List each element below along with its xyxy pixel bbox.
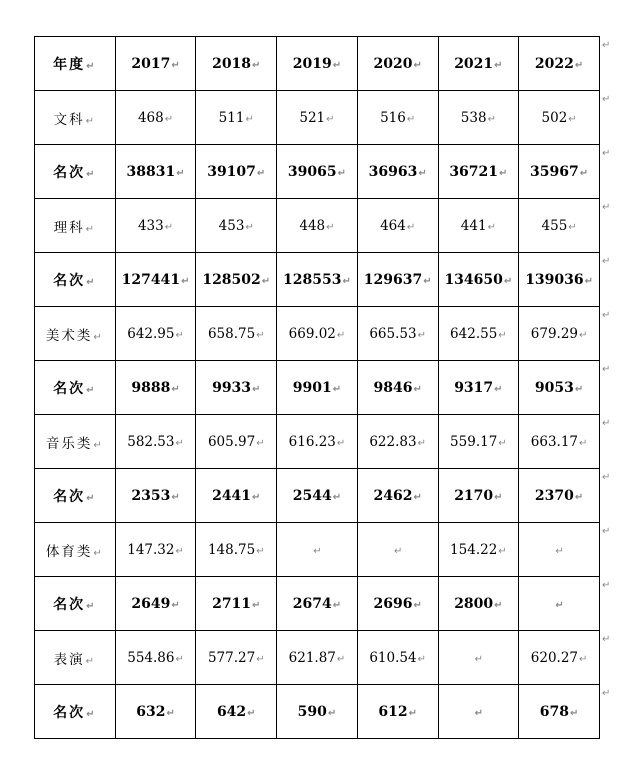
- table-cell-text: 39107: [207, 163, 256, 180]
- table-cell-text: 622.83: [369, 433, 417, 450]
- table-cell: [438, 361, 519, 415]
- row-end-mark: ↵: [602, 526, 611, 537]
- table-cell-text: 139036: [525, 271, 584, 288]
- table-cell: [357, 469, 438, 523]
- table-cell: [519, 685, 600, 739]
- cell-end-mark: ↵: [332, 383, 342, 395]
- row-label-cell: [35, 253, 116, 307]
- cell-end-mark: ↵: [245, 221, 254, 233]
- table-cell-text: 554.86: [127, 649, 175, 666]
- row-end-mark: ↵: [602, 688, 611, 699]
- year-header-cell-text: 2021: [454, 55, 494, 72]
- table-cell: [277, 91, 358, 145]
- table-cell-text: 538: [460, 109, 487, 126]
- table-cell-text: 679.29: [530, 325, 579, 342]
- cell-end-mark: ↵: [93, 547, 104, 559]
- table-cell: [519, 91, 600, 145]
- table-cell-text: 2353: [131, 487, 171, 504]
- table-cell: [277, 307, 358, 361]
- cell-end-mark: ↵: [175, 437, 184, 449]
- table-cell: [277, 145, 358, 199]
- table-cell: [277, 253, 358, 307]
- cell-end-mark: ↵: [256, 167, 266, 179]
- table-cell-text: 127441: [121, 271, 181, 288]
- cell-end-mark: ↵: [336, 437, 346, 449]
- table-cell: [438, 253, 519, 307]
- cell-end-mark: ↵: [499, 167, 508, 179]
- row-label-cell: [35, 361, 116, 415]
- table-cell-text: 128553: [283, 271, 342, 288]
- table-cell: [357, 685, 438, 739]
- cell-end-mark: ↵: [494, 59, 503, 71]
- table-cell-text: 2170: [454, 487, 494, 504]
- cell-end-mark: ↵: [487, 221, 496, 233]
- cell-end-mark: ↵: [413, 59, 422, 71]
- year-header-cell-text: 2022: [534, 55, 574, 72]
- row-label-cell-text: 体育类: [45, 543, 93, 560]
- table-cell-text: 2696: [373, 595, 413, 612]
- score-row: [35, 631, 600, 685]
- row-end-mark: ↵: [602, 256, 611, 267]
- table-cell-text: 511: [218, 109, 245, 126]
- table-cell: [438, 631, 519, 685]
- table-cell: [519, 145, 600, 199]
- table-cell-text: 147.32: [127, 541, 175, 558]
- cell-end-mark: ↵: [413, 491, 422, 503]
- table-cell: [196, 91, 277, 145]
- cell-end-mark: ↵: [86, 708, 97, 720]
- table-cell-text: 35967: [530, 163, 579, 180]
- table-cell: [277, 631, 358, 685]
- rank-row: [35, 469, 600, 523]
- cell-end-mark: ↵: [417, 329, 426, 341]
- cell-end-mark: ↵: [487, 113, 496, 125]
- cell-end-mark: ↵: [171, 491, 180, 503]
- cell-end-mark: ↵: [332, 59, 342, 71]
- row-label-cell: [35, 199, 116, 253]
- table-cell: [277, 577, 358, 631]
- year-header-cell: [115, 37, 196, 91]
- table-cell: [277, 523, 358, 577]
- cell-end-mark: ↵: [86, 384, 97, 396]
- row-end-mark: ↵: [602, 94, 611, 105]
- table-cell: [519, 577, 600, 631]
- cell-end-mark: ↵: [93, 439, 104, 451]
- table-cell: [438, 685, 519, 739]
- table-cell: [438, 469, 519, 523]
- table-cell: [115, 469, 196, 523]
- cell-end-mark: ↵: [579, 329, 588, 341]
- row-label-cell-text: 文科: [53, 111, 85, 128]
- table-cell-text: 663.17: [530, 433, 579, 450]
- cell-end-mark: ↵: [342, 275, 351, 287]
- cell-end-mark: ↵: [568, 221, 577, 233]
- cell-end-mark: ↵: [181, 275, 190, 287]
- cell-end-mark: ↵: [413, 599, 422, 611]
- cell-end-mark: ↵: [574, 59, 584, 71]
- cell-end-mark: ↵: [93, 331, 104, 343]
- cell-end-mark: ↵: [417, 437, 426, 449]
- row-end-mark: ↵: [602, 148, 611, 159]
- table-cell-text: 516: [380, 109, 406, 126]
- rank-row: [35, 253, 600, 307]
- table-cell-text: 577.27: [207, 649, 256, 666]
- table-cell: [196, 199, 277, 253]
- table-cell: [357, 253, 438, 307]
- table-cell: [438, 415, 519, 469]
- table-cell-text: 9888: [131, 379, 171, 396]
- cell-end-mark: ↵: [256, 545, 265, 557]
- score-table-body: [35, 37, 600, 739]
- cell-end-mark: ↵: [423, 275, 432, 287]
- table-cell-text: 502: [541, 109, 568, 126]
- table-cell: [196, 469, 277, 523]
- cell-end-mark: ↵: [176, 167, 185, 179]
- table-cell-text: 468: [137, 109, 164, 126]
- table-cell-text: 464: [380, 217, 406, 234]
- cell-end-mark: ↵: [408, 707, 417, 719]
- row-label-cell: [35, 145, 116, 199]
- score-row: [35, 523, 600, 577]
- table-cell: [438, 307, 519, 361]
- header-label-cell-text: 年度: [53, 56, 86, 73]
- table-cell-text: 9846: [373, 379, 413, 396]
- table-cell: [357, 577, 438, 631]
- cell-end-mark: ↵: [171, 599, 180, 611]
- table-cell: [115, 523, 196, 577]
- cell-end-mark: ↵: [261, 275, 271, 287]
- table-cell: [438, 577, 519, 631]
- table-cell: [196, 685, 277, 739]
- cell-end-mark: ↵: [326, 221, 335, 233]
- row-end-mark: ↵: [602, 472, 611, 483]
- table-cell-text: 559.17: [450, 433, 498, 450]
- table-cell-text: 632: [136, 703, 166, 720]
- row-label-cell: [35, 415, 116, 469]
- cell-end-mark: ↵: [406, 221, 416, 233]
- cell-end-mark: ↵: [252, 599, 261, 611]
- cell-end-mark: ↵: [175, 329, 184, 341]
- row-end-mark: ↵: [602, 202, 611, 213]
- cell-end-mark: ↵: [86, 168, 97, 180]
- table-cell: [196, 253, 277, 307]
- table-cell: [519, 253, 600, 307]
- row-end-mark: ↵: [602, 418, 611, 429]
- cell-end-mark: ↵: [413, 383, 422, 395]
- cell-end-mark: ↵: [85, 655, 97, 667]
- row-end-marks: [600, 36, 620, 738]
- table-cell: [357, 91, 438, 145]
- cell-end-mark: ↵: [247, 707, 256, 719]
- cell-end-mark: ↵: [393, 545, 403, 557]
- cell-end-mark: ↵: [86, 276, 97, 288]
- table-cell: [196, 577, 277, 631]
- cell-end-mark: ↵: [498, 437, 507, 449]
- table-cell: [196, 631, 277, 685]
- table-cell-text: 642: [216, 703, 247, 720]
- row-end-mark: ↵: [602, 310, 611, 321]
- year-header-cell-text: 2019: [292, 55, 332, 72]
- cell-end-mark: ↵: [570, 707, 579, 719]
- cell-end-mark: ↵: [337, 167, 347, 179]
- table-cell-text: 642.55: [450, 325, 498, 342]
- cell-end-mark: ↵: [86, 492, 97, 504]
- header-label-cell: [35, 37, 116, 91]
- table-cell: [115, 307, 196, 361]
- cell-end-mark: ↵: [166, 707, 175, 719]
- table-cell-text: 9317: [454, 379, 494, 396]
- table-cell-text: 433: [137, 217, 164, 234]
- table-cell: [438, 91, 519, 145]
- table-cell-text: 616.23: [288, 433, 336, 450]
- table-cell-text: 36963: [368, 163, 418, 180]
- table-cell-text: 441: [460, 217, 487, 234]
- table-cell-text: 2649: [131, 595, 171, 612]
- table-cell: [438, 199, 519, 253]
- table-cell-text: 134650: [444, 271, 503, 288]
- table-cell: [519, 307, 600, 361]
- table-cell: [519, 523, 600, 577]
- rank-row: [35, 145, 600, 199]
- table-cell: [196, 523, 277, 577]
- table-cell: [357, 361, 438, 415]
- cell-end-mark: ↵: [86, 600, 97, 612]
- cell-end-mark: ↵: [417, 653, 426, 665]
- table-cell-text: 605.97: [207, 433, 256, 450]
- score-row: [35, 91, 600, 145]
- cell-end-mark: ↵: [256, 329, 265, 341]
- row-label-cell: [35, 91, 116, 145]
- row-label-cell-text: 名次: [53, 704, 86, 721]
- table-cell: [519, 199, 600, 253]
- cell-end-mark: ↵: [175, 545, 184, 557]
- cell-end-mark: ↵: [326, 113, 335, 125]
- row-label-cell: [35, 307, 116, 361]
- cell-end-mark: ↵: [164, 221, 174, 233]
- table-cell: [115, 145, 196, 199]
- cell-end-mark: ↵: [579, 653, 588, 665]
- table-cell-text: 38831: [126, 163, 176, 180]
- table-cell-text: 148.75: [207, 541, 256, 558]
- table-cell-text: 665.53: [369, 325, 417, 342]
- row-label-cell-text: 名次: [53, 488, 86, 505]
- cell-end-mark: ↵: [252, 59, 261, 71]
- table-cell: [519, 469, 600, 523]
- table-cell: [357, 199, 438, 253]
- table-cell: [115, 685, 196, 739]
- table-cell: [277, 361, 358, 415]
- row-label-cell-text: 名次: [53, 596, 86, 613]
- table-cell-text: 9901: [292, 379, 332, 396]
- year-header-cell-text: 2017: [131, 55, 171, 72]
- cell-end-mark: ↵: [555, 545, 564, 557]
- cell-end-mark: ↵: [336, 329, 346, 341]
- cell-end-mark: ↵: [256, 437, 265, 449]
- table-cell-text: 642.95: [127, 325, 175, 342]
- cell-end-mark: ↵: [498, 329, 507, 341]
- table-cell-text: 128502: [202, 271, 261, 288]
- cell-end-mark: ↵: [86, 60, 97, 72]
- cell-end-mark: ↵: [336, 653, 346, 665]
- row-label-cell-text: 美术类: [45, 327, 93, 344]
- table-cell: [196, 307, 277, 361]
- cell-end-mark: ↵: [171, 59, 180, 71]
- cell-end-mark: ↵: [498, 545, 507, 557]
- table-cell-text: 455: [541, 217, 568, 234]
- table-cell: [438, 145, 519, 199]
- cell-end-mark: ↵: [474, 653, 484, 665]
- cell-end-mark: ↵: [494, 491, 503, 503]
- table-cell: [196, 145, 277, 199]
- cell-end-mark: ↵: [313, 545, 322, 557]
- cell-end-mark: ↵: [332, 599, 342, 611]
- table-cell-text: 2462: [373, 487, 413, 504]
- table-cell: [196, 415, 277, 469]
- table-cell-text: 2800: [454, 595, 494, 612]
- table-cell: [519, 415, 600, 469]
- table-cell-text: 36721: [449, 163, 499, 180]
- cell-end-mark: ↵: [568, 113, 577, 125]
- table-cell-text: 521: [299, 109, 326, 126]
- table-cell: [519, 631, 600, 685]
- year-header-cell: [277, 37, 358, 91]
- table-cell: [277, 415, 358, 469]
- table-cell-text: 612: [378, 703, 408, 720]
- cell-end-mark: ↵: [579, 167, 589, 179]
- row-label-cell-text: 表演: [53, 651, 85, 668]
- row-label-cell: [35, 631, 116, 685]
- cell-end-mark: ↵: [574, 491, 584, 503]
- cell-end-mark: ↵: [406, 113, 416, 125]
- score-row: [35, 415, 600, 469]
- cell-end-mark: ↵: [332, 491, 342, 503]
- row-end-mark: ↵: [602, 364, 611, 375]
- rank-row: [35, 361, 600, 415]
- table-cell: [115, 91, 196, 145]
- table-cell: [115, 361, 196, 415]
- table-cell-text: 9933: [212, 379, 252, 396]
- cell-end-mark: ↵: [584, 275, 594, 287]
- table-cell-text: 129637: [363, 271, 423, 288]
- cell-end-mark: ↵: [85, 223, 97, 235]
- table-cell-text: 2370: [534, 487, 574, 504]
- cell-end-mark: ↵: [503, 275, 513, 287]
- cell-end-mark: ↵: [555, 599, 564, 611]
- table-cell: [277, 199, 358, 253]
- cell-end-mark: ↵: [256, 653, 265, 665]
- cell-end-mark: ↵: [175, 653, 184, 665]
- cell-end-mark: ↵: [245, 113, 254, 125]
- row-label-cell-text: 名次: [53, 380, 86, 397]
- row-label-cell-text: 名次: [53, 272, 86, 289]
- table-cell: [357, 523, 438, 577]
- table-cell: [115, 199, 196, 253]
- table-cell: [115, 253, 196, 307]
- cell-end-mark: ↵: [171, 383, 180, 395]
- table-cell: [519, 361, 600, 415]
- row-label-cell: [35, 469, 116, 523]
- header-row: [35, 37, 600, 91]
- score-table: [34, 36, 600, 739]
- table-cell: [357, 631, 438, 685]
- cell-end-mark: ↵: [418, 167, 427, 179]
- cell-end-mark: ↵: [252, 383, 261, 395]
- table-cell: [357, 415, 438, 469]
- score-row: [35, 199, 600, 253]
- table-cell-text: 154.22: [450, 541, 498, 558]
- row-end-mark: ↵: [602, 40, 611, 51]
- cell-end-mark: ↵: [474, 707, 484, 719]
- table-cell-text: 448: [299, 217, 326, 234]
- rank-row: [35, 577, 600, 631]
- year-header-cell: [357, 37, 438, 91]
- table-cell-text: 2711: [212, 595, 252, 612]
- row-label-cell-text: 名次: [53, 164, 86, 181]
- table-cell-text: 610.54: [369, 649, 417, 666]
- row-end-mark: ↵: [602, 580, 611, 591]
- table-cell-text: 658.75: [207, 325, 256, 342]
- cell-end-mark: ↵: [327, 707, 337, 719]
- cell-end-mark: ↵: [494, 599, 503, 611]
- table-cell: [438, 523, 519, 577]
- row-end-mark: ↵: [602, 634, 611, 645]
- table-cell: [357, 145, 438, 199]
- cell-end-mark: ↵: [574, 383, 584, 395]
- year-header-cell-text: 2020: [373, 55, 413, 72]
- rank-row: [35, 685, 600, 739]
- table-cell: [277, 685, 358, 739]
- cell-end-mark: ↵: [164, 113, 174, 125]
- table-cell-text: 620.27: [530, 649, 579, 666]
- table-cell: [115, 577, 196, 631]
- year-header-cell: [196, 37, 277, 91]
- cell-end-mark: ↵: [494, 383, 503, 395]
- table-cell-text: 669.02: [288, 325, 336, 342]
- table-cell-text: 2674: [292, 595, 332, 612]
- table-cell: [115, 415, 196, 469]
- table-cell: [115, 631, 196, 685]
- row-label-cell-text: 音乐类: [45, 435, 93, 452]
- table-cell-text: 678: [539, 703, 570, 720]
- table-cell: [357, 307, 438, 361]
- year-header-cell: [438, 37, 519, 91]
- table-cell-text: 2544: [292, 487, 332, 504]
- year-header-cell-text: 2018: [212, 55, 252, 72]
- row-label-cell: [35, 523, 116, 577]
- table-cell: [277, 469, 358, 523]
- year-header-cell: [519, 37, 600, 91]
- cell-end-mark: ↵: [579, 437, 588, 449]
- table-cell-text: 590: [297, 703, 327, 720]
- table-cell-text: 2441: [212, 487, 252, 504]
- table-cell-text: 39065: [287, 163, 337, 180]
- row-label-cell-text: 理科: [53, 219, 85, 236]
- cell-end-mark: ↵: [252, 491, 261, 503]
- score-row: [35, 307, 600, 361]
- table-cell-text: 453: [218, 217, 245, 234]
- row-label-cell: [35, 577, 116, 631]
- table-cell-text: 9053: [534, 379, 574, 396]
- table-cell-text: 582.53: [127, 433, 175, 450]
- table-cell: [196, 361, 277, 415]
- table-cell-text: 621.87: [288, 649, 336, 666]
- cell-end-mark: ↵: [85, 115, 97, 127]
- row-label-cell: [35, 685, 116, 739]
